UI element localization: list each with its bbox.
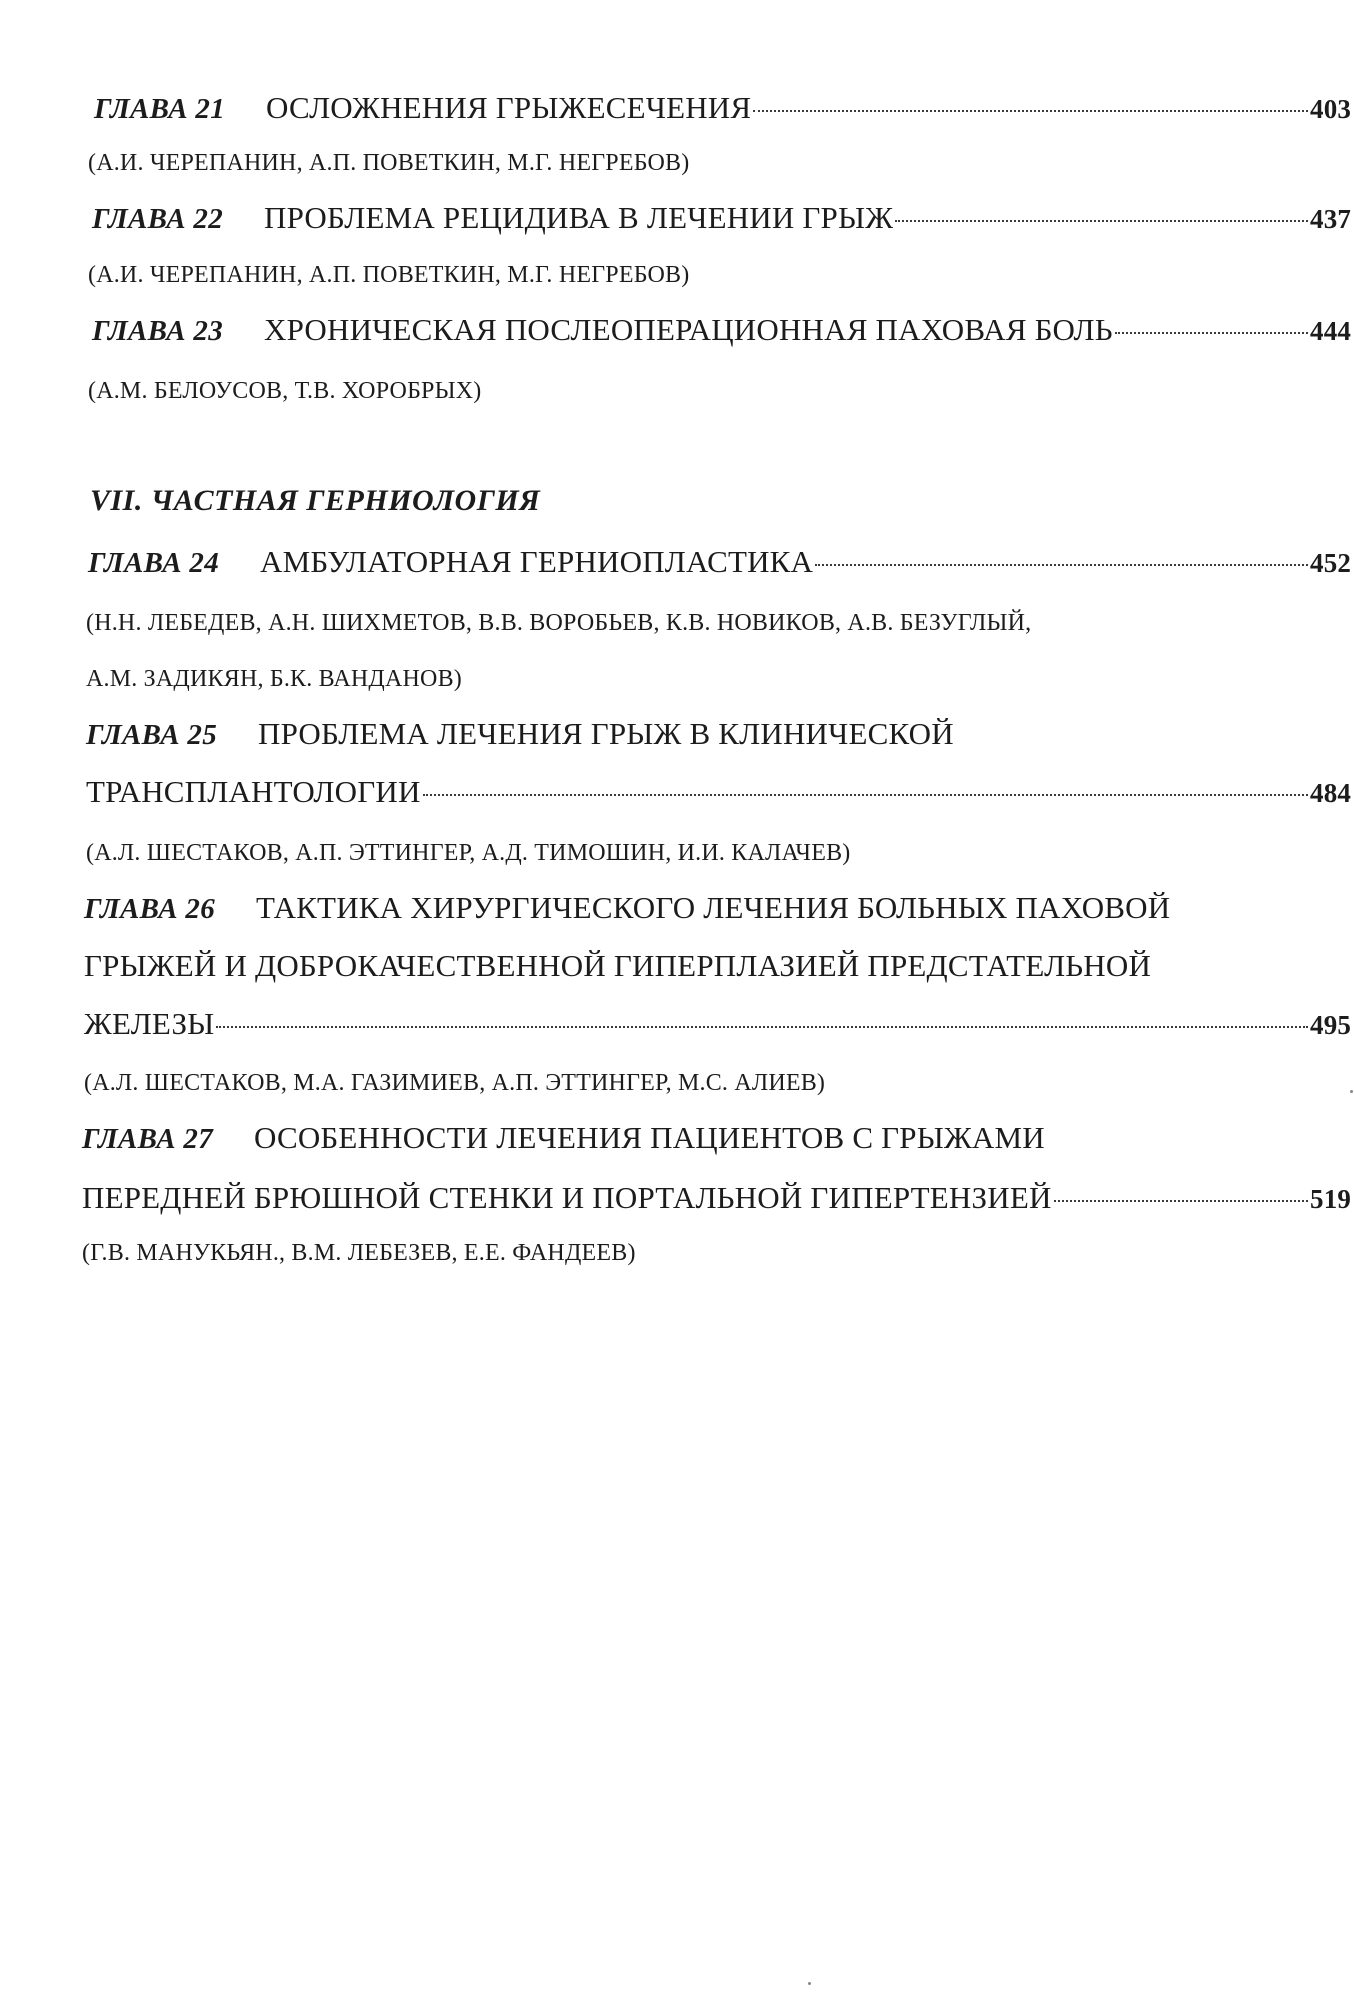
chapter-authors: (Г.В. МАНУКЬЯН., В.М. ЛЕБЕЗЕВ, Е.Е. ФАНДЕЕВ) <box>82 1240 636 1266</box>
toc-entry-ch23[interactable] <box>0 312 1354 358</box>
page-number: 444 <box>1310 316 1352 346</box>
chapter-authors: (Н.Н. ЛЕБЕДЕВ, А.Н. ШИХМЕТОВ, В.В. ВОРОБЬЕВ, К.В. НОВИКОВ, А.В. БЕЗУГЛЫЙ, <box>86 610 1032 636</box>
chapter-authors: (А.М. БЕЛОУСОВ, Т.В. ХОРОБРЫХ) <box>88 378 482 404</box>
chapter-label: ГЛАВА 26 <box>84 893 215 925</box>
toc-entry-ch27-cont[interactable] <box>0 1180 1354 1226</box>
page-number: 403 <box>1310 94 1352 124</box>
scan-speck <box>1350 1090 1353 1093</box>
chapter-title: ТАКТИКА ХИРУРГИЧЕСКОГО ЛЕЧЕНИЯ БОЛЬНЫХ ПАХОВОЙ <box>256 890 1171 925</box>
chapter-title: ОСОБЕННОСТИ ЛЕЧЕНИЯ ПАЦИЕНТОВ С ГРЫЖАМИ <box>254 1120 1045 1155</box>
page-number: 519 <box>1310 1184 1352 1214</box>
toc-entry-ch25-cont[interactable] <box>0 774 1354 820</box>
chapter-title: АМБУЛАТОРНАЯ ГЕРНИОПЛАСТИКА <box>260 544 814 579</box>
chapter-title: ТРАНСПЛАНТОЛОГИИ <box>86 774 421 809</box>
chapter-title: ЖЕЛЕЗЫ <box>84 1006 215 1041</box>
chapter-title: ОСЛОЖНЕНИЯ ГРЫЖЕСЕЧЕНИЯ <box>266 90 752 125</box>
dot-leader <box>1054 1200 1308 1202</box>
chapter-label: ГЛАВА 23 <box>92 315 223 347</box>
dot-leader <box>1115 332 1308 334</box>
page-number: 452 <box>1310 548 1352 578</box>
chapter-authors: (А.И. ЧЕРЕПАНИН, А.П. ПОВЕТКИН, М.Г. НЕГРЕБОВ) <box>88 262 690 288</box>
dot-leader <box>895 220 1308 222</box>
chapter-title: ПРОБЛЕМА ЛЕЧЕНИЯ ГРЫЖ В КЛИНИЧЕСКОЙ <box>258 716 954 751</box>
chapter-title: ПРОБЛЕМА РЕЦИДИВА В ЛЕЧЕНИИ ГРЫЖ <box>264 200 894 235</box>
toc-entry-ch25[interactable] <box>0 716 1354 762</box>
chapter-title: ПЕРЕДНЕЙ БРЮШНОЙ СТЕНКИ И ПОРТАЛЬНОЙ ГИПЕРТЕНЗИЕЙ <box>82 1180 1052 1215</box>
toc-entry-ch21[interactable] <box>0 90 1354 136</box>
chapter-authors: А.М. ЗАДИКЯН, Б.К. ВАНДАНОВ) <box>86 666 462 692</box>
dot-leader <box>423 794 1308 796</box>
dot-leader <box>815 564 1308 566</box>
page-number: 437 <box>1310 204 1352 234</box>
chapter-label: ГЛАВА 25 <box>86 719 217 751</box>
dot-leader <box>753 110 1308 112</box>
chapter-label: ГЛАВА 21 <box>94 93 225 125</box>
chapter-authors: (А.Л. ШЕСТАКОВ, М.А. ГАЗИМИЕВ, А.П. ЭТТИНГЕР, М.С. АЛИЕВ) <box>84 1070 826 1096</box>
scan-speck <box>808 1982 811 1985</box>
chapter-label: ГЛАВА 24 <box>88 547 219 579</box>
dot-leader <box>216 1026 1308 1028</box>
toc-entry-ch24[interactable] <box>0 544 1354 590</box>
chapter-title: ХРОНИЧЕСКАЯ ПОСЛЕОПЕРАЦИОННАЯ ПАХОВАЯ БОЛЬ <box>264 312 1113 347</box>
section-heading: VII. ЧАСТНАЯ ГЕРНИОЛОГИЯ <box>90 484 541 517</box>
chapter-label: ГЛАВА 27 <box>82 1123 213 1155</box>
chapter-authors: (А.Л. ШЕСТАКОВ, А.П. ЭТТИНГЕР, А.Д. ТИМОШИН, И.И. КАЛАЧЕВ) <box>86 840 851 866</box>
chapter-authors: (А.И. ЧЕРЕПАНИН, А.П. ПОВЕТКИН, М.Г. НЕГРЕБОВ) <box>88 150 690 176</box>
chapter-label: ГЛАВА 22 <box>92 203 223 235</box>
toc-entry-ch26-cont[interactable] <box>0 1006 1354 1052</box>
toc-entry-ch27[interactable] <box>0 1120 1354 1166</box>
page-number: 495 <box>1310 1010 1352 1040</box>
toc-entry-ch22[interactable] <box>0 200 1354 246</box>
page-number: 484 <box>1310 778 1352 808</box>
chapter-title: ГРЫЖЕЙ И ДОБРОКАЧЕСТВЕННОЙ ГИПЕРПЛАЗИЕЙ ПРЕДСТАТЕЛЬНОЙ <box>84 948 1152 983</box>
toc-entry-ch26[interactable] <box>0 890 1354 936</box>
